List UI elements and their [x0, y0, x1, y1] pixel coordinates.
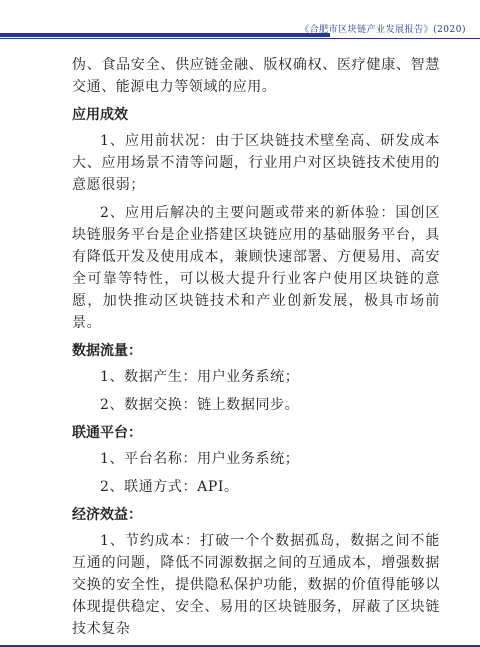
- econ-paragraph-1: 1、节约成本：打破一个个数据孤岛，数据之间不能互通的问题，降低不同源数据之间的互通成本，增强数据交换的安全性，提供隐私保护功能，数据的价值得能够以体现提供稳定、安全、易用的区块链服务，屏蔽了区块链技术复杂: [72, 533, 440, 637]
- intro-paragraph: 伪、食品安全、供应链金融、版权确权、医疗健康、智慧交通、能源电力等领域的应用。: [72, 57, 440, 95]
- page-content: [72, 54, 440, 640]
- heading-platform: 联通平台：: [72, 425, 142, 441]
- header-rule: [0, 38, 480, 39]
- platform-item-2: 2、联通方式：API。: [100, 479, 239, 495]
- platform-item-1: 1、平台名称：用户业务系统；: [100, 451, 300, 467]
- heading-data-flow: 数据流量：: [72, 343, 142, 359]
- results-paragraph-2: 2、应用后解决的主要问题或带来的新体验：国创区块链服务平台是企业搭建区块链应用的基础服务平台，具有降低开发及使用成本，兼顾快速部署、方便易用、高安全可靠等特性，可以极大提升行业客户使用区块链的意愿，加快推动区块链技术和产业创新发展，极具市场前景。: [72, 205, 440, 331]
- report-title: 《合肥市区块链产业发展报告》(2020): [300, 25, 466, 35]
- heading-econ: 经济效益：: [72, 507, 142, 523]
- results-paragraph-1: 1、应用前状况：由于区块链技术壁垒高、研发成本大、应用场景不清等问题，行业用户对区块链技术使用的意愿很弱；: [72, 133, 440, 193]
- heading-results: 应用成效: [72, 107, 128, 123]
- data-flow-item-1: 1、数据产生：用户业务系统；: [100, 369, 300, 385]
- header-accent-bar: [0, 33, 330, 37]
- page-header: [0, 0, 480, 44]
- data-flow-item-2: 2、数据交换：链上数据同步。: [100, 397, 300, 413]
